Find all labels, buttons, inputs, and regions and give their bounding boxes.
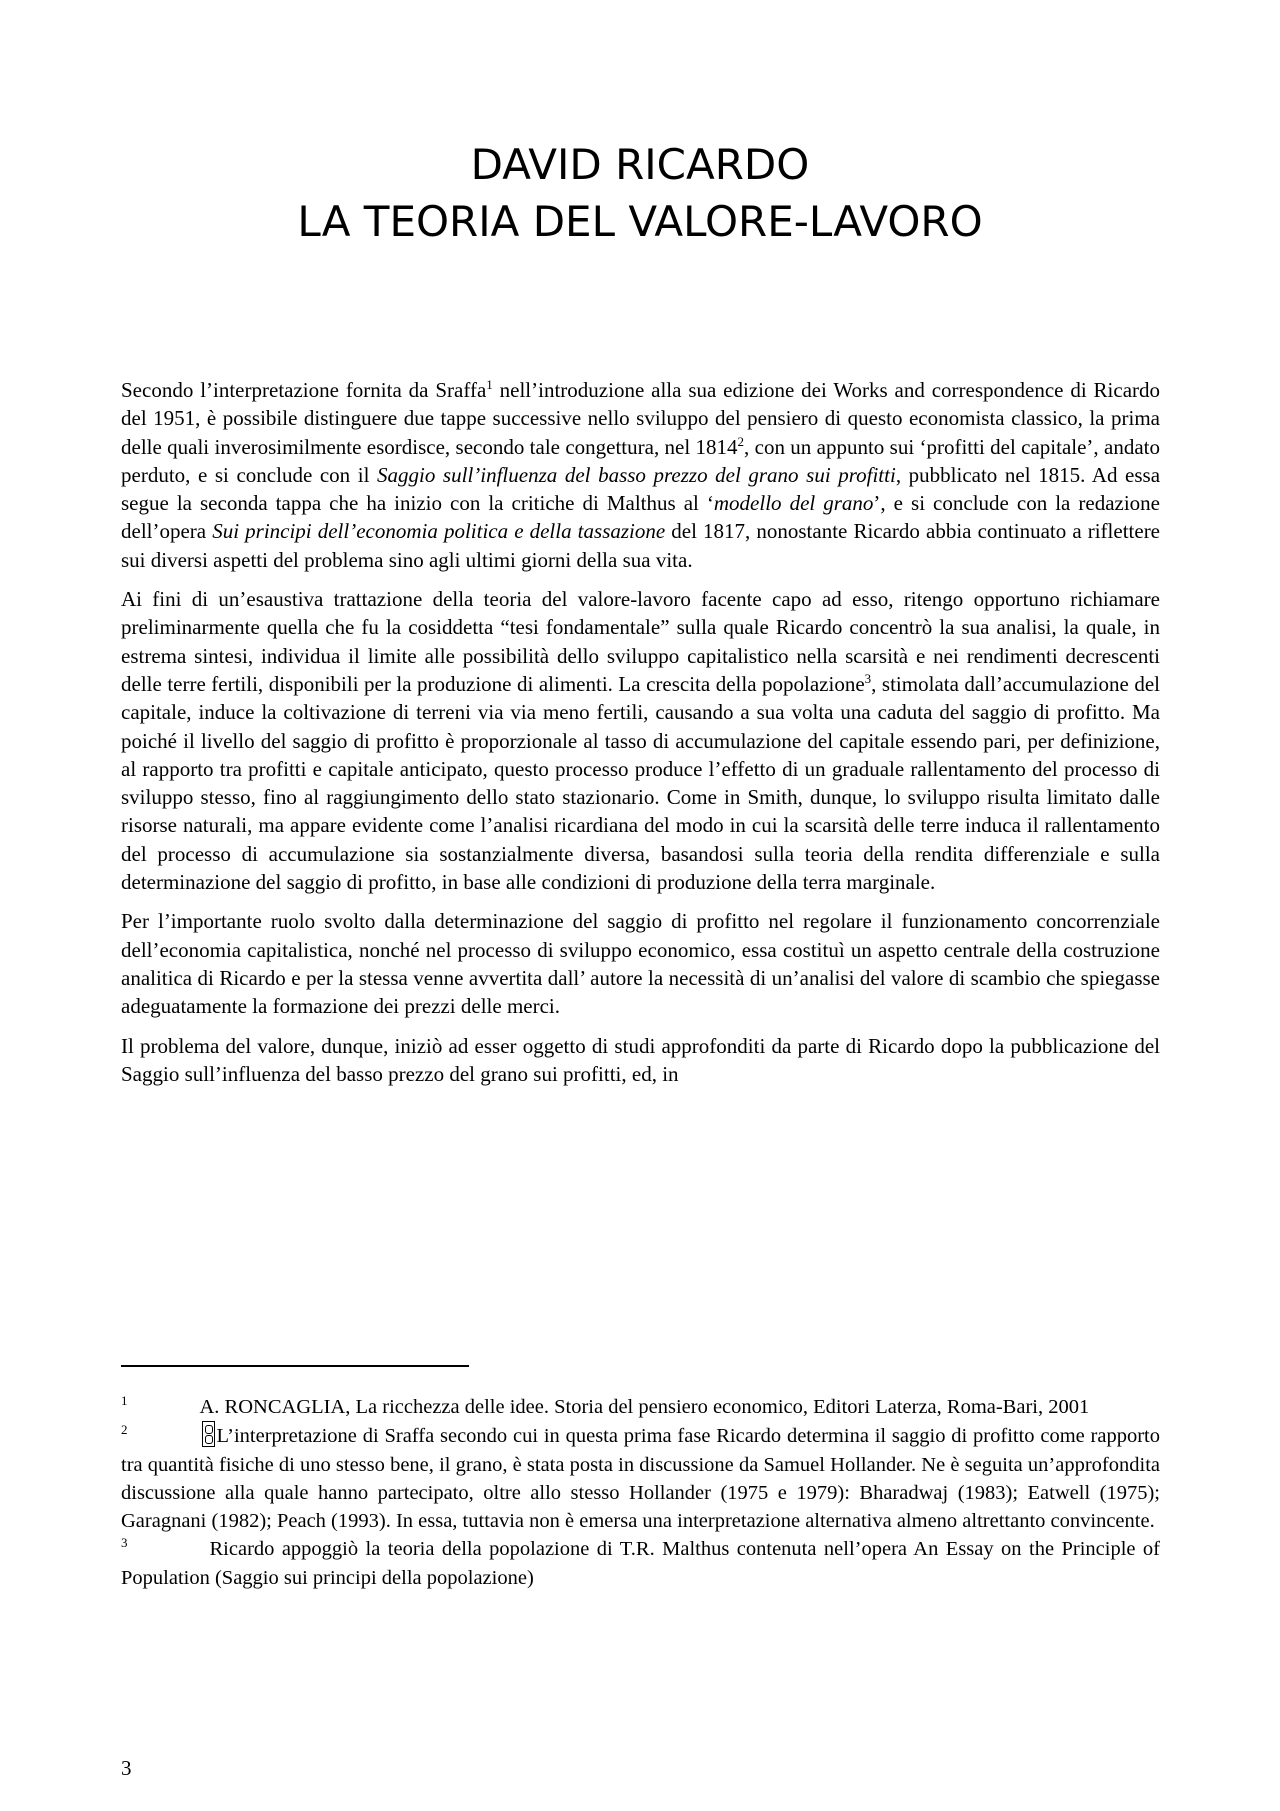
footnote-mark: 2 (121, 1422, 128, 1438)
footnote-3 (121, 1535, 1160, 1592)
italic-title-saggio: Saggio sull’influenza del basso prezzo del grano sui profitti (377, 462, 896, 487)
italic-modello-del-grano: modello del grano (713, 491, 874, 516)
paragraph-1: Secondo l’interpretazione fornita da Sraffa$^1$ nell’introduzione alla sua edizione dei Works and correspondence di Ricardo del 1951, è possibile distinguere due tappe successive nello sviluppo del pensiero di questo economista classico, la prima delle quali inverosimilmente esordisce, secondo tale congettura, nel 1814$^2$, con un appunto sui ‘profitti del capitale’, andato perduto, e si conclude con il Saggio sull’influenza del basso prezzo del grano sui profitti, pubblicato nel 1815. Ad essa segue la seconda tappa che ha inizio con la critiche di Malthus al ‘modello del grano’, e si conclude con la redazione dell’opera Sui principi dell’economia politica e della tassazione del 1817, nonostante Ricardo abbia continuato a riflettere sui diversi aspetti del problema sino agli ultimi giorni della sua vita. (121, 377, 1161, 572)
title-line-2: LA TEORIA DEL VALORE-LAVORO (297, 197, 983, 246)
footnote-ref-1[interactable]: 1 (486, 377, 493, 392)
paragraph-4: Il problema del valore, dunque, iniziò ad esser oggetto di studi approfonditi da parte di Ricardo dopo la pubblicazione del Saggio sull’influenza del basso prezzo del grano sui profitti, ed, in (121, 1033, 1160, 1086)
page-number: 3 (121, 1756, 132, 1780)
footnote-2 (121, 1421, 1160, 1535)
italic-title-principi: Sui principi dell’economia politica e della tassazione (212, 519, 666, 544)
paragraph-3: Per l’importante ruolo svolto dalla determinazione del saggio di profitto nel regolare il funzionamento concorrenziale dell’economia capitalistica, nonché nel processo di sviluppo economico, essa costituì un aspetto centrale della costruzione analitica di Ricardo e per la stessa venne avvertita dall’ autore la necessità di un’analisi del valore di scambio che spiegasse adeguatamente la formazione dei prezzi delle merci. (121, 909, 1160, 1019)
footnote-ref-3[interactable]: 3 (864, 670, 872, 686)
title-line-1: DAVID RICARDO (470, 140, 810, 189)
footnote-text: L’interpretazione di Sraffa secondo cui in questa prima fase Ricardo determina il saggio di profitto come rapporto tra quantità fisiche di uno stesso bene, il grano, è stata posta in discussione da Samuel Hollander. Ne è seguita un’approfondita discussione alla quale hanno partecipato, oltre allo stesso Hollander (1975 e 1979): Bharadwaj (1983); Eatwell (1975); Garagnani (1982); Peach (1993). In essa, tuttavia non è emersa una interpretazione alternativa almeno altrettanto convincente. (121, 1425, 1160, 1533)
footnote-text: A. RONCAGLIA, La ricchezza delle idee. Storia del pensiero economico, Editori Laterza, Roma-Bari, 2001 (199, 1396, 1090, 1418)
body-text (121, 376, 1160, 1099)
footnote-separator (121, 1365, 469, 1367)
footnote-1 (121, 1393, 1160, 1421)
footnote-mark: 1 (121, 1393, 128, 1409)
footnote-text: Ricardo appoggiò la teoria della popolazione di T.R. Malthus contenuta nell’opera An Essay on the Principle of Population (Saggio sui principi della popolazione) (121, 1538, 1160, 1589)
missing-glyph-icon (202, 1421, 215, 1447)
footnotes (121, 1393, 1160, 1592)
footnote-mark: 3 (121, 1535, 128, 1551)
page-title (0, 136, 1280, 250)
footnote-ref-2[interactable]: 2 (737, 433, 745, 449)
paragraph-2: Ai fini di un’esaustiva trattazione della teoria del valore-lavoro facente capo ad esso, ritengo opportuno richiamare preliminarmente quella che fu la cosiddetta “tesi fondamentale” sulla quale Ricardo concentrò la sua analisi, la quale, in estrema sintesi, individua il limite alle possibilità dello sviluppo capitalistico nella scarsità e nei rendimenti decrescenti delle terre fertili, disponibili per la produzione di alimenti. La crescita della popolazione$^3$, stimolata dall’accumulazione del capitale, induce la coltivazione di terreni via via meno fertili, causando a sua volta una caduta del saggio di profitto. Ma poiché il livello del saggio di profitto è proporzionale al tasso di accumulazione del capitale essendo pari, per definizione, al rapporto tra profitti e capitale anticipato, questo processo produce l’effetto di un graduale rallentamento del processo di sviluppo stesso, fino al raggiungimento dello stato stazionario. Come in Smith, dunque, lo sviluppo risulta limitato dalle risorse naturali, ma appare evidente come l’analisi ricardiana del modo in cui la scarsità delle terre induca il rallentamento del processo di accumulazione sia sostanzialmente diversa, basandosi sulla teoria della rendita differenziale e sulla determinazione del saggio di profitto, in base alle condizioni di produzione della terra marginale. (121, 587, 1160, 895)
